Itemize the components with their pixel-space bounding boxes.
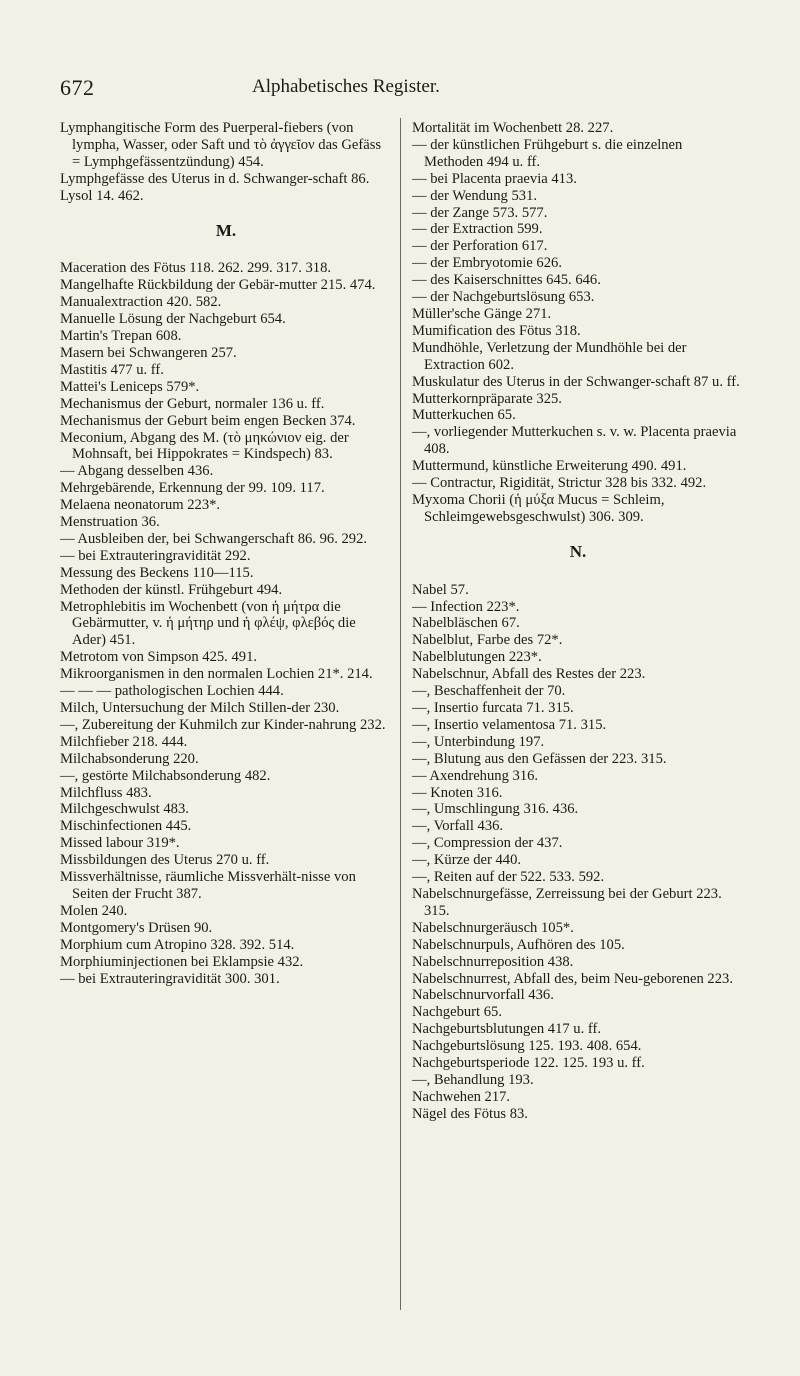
index-entry: Nabelschnurgefässe, Zerreissung bei der Geburt 223. 315.	[412, 885, 722, 919]
index-entry: — der Embryotomie 626.	[412, 255, 562, 272]
index-entry: Milchfieber 218. 444.	[60, 733, 188, 750]
index-entry: Mechanismus der Geburt beim engen Becken 374.	[60, 412, 356, 429]
index-entry: Nabelblut, Farbe des 72*.	[412, 632, 563, 649]
index-entry: Nabelschnurreposition 438.	[412, 953, 574, 970]
index-entry: Nabelschnurpuls, Aufhören des 105.	[412, 936, 625, 953]
index-entry: Mechanismus der Geburt, normaler 136 u. ff.	[60, 395, 325, 412]
index-entry: —, Reiten auf der 522. 533. 592.	[412, 869, 605, 886]
index-entry: Metrotom von Simpson 425. 491.	[60, 649, 258, 666]
index-entry: Morphiuminjectionen bei Eklampsie 432.	[60, 953, 304, 970]
index-entry: Muttermund, künstliche Erweiterung 490. 491.	[412, 458, 687, 475]
index-entry: Martin's Trepan 608.	[60, 328, 182, 345]
index-entry: —, Zubereitung der Kuhmilch zur Kinder-nahrung 232.	[60, 716, 386, 733]
column-rule	[400, 118, 401, 1310]
index-entry: —, Umschlingung 316. 436.	[412, 801, 579, 818]
index-entry: Lymphangitische Form des Puerperal-fiebers (von lympha, Wasser, oder Saft und τὸ ἀγγεῖον das Gefäss = Lymphgefässentzündung) 454.	[60, 120, 382, 170]
index-entry: Nägel des Fötus 83.	[412, 1105, 528, 1122]
index-entry: —, Kürze der 440.	[412, 852, 522, 869]
index-entry: Meconium, Abgang des M. (τὸ μηκώνιον eig. der Mohnsaft, bei Hippokrates = Kindspech) 83.	[60, 429, 349, 463]
index-entry: Missbildungen des Uterus 270 u. ff.	[60, 852, 270, 869]
index-entry: — der Extraction 599.	[412, 221, 543, 238]
index-entry: Mattei's Leniceps 579*.	[60, 378, 200, 395]
index-entry: — Contractur, Rigidität, Strictur 328 bis 332. 492.	[412, 475, 707, 492]
index-entry: —, Unterbindung 197.	[412, 733, 545, 750]
index-entry: — Abgang desselben 436.	[60, 463, 214, 480]
index-entry: Müller'sche Gänge 271.	[412, 305, 552, 322]
page-number: 672	[60, 75, 95, 100]
index-entry: Missed labour 319*.	[60, 835, 180, 852]
index-entry: Nachwehen 217.	[412, 1088, 511, 1105]
index-entry: Nabelschnurvorfall 436.	[412, 987, 554, 1004]
index-entry: Nabelschnurrest, Abfall des, beim Neu-geborenen 223.	[412, 970, 733, 987]
index-entry: Mehrgebärende, Erkennung der 99. 109. 117.	[60, 480, 325, 497]
index-entry: Montgomery's Drüsen 90.	[60, 919, 213, 936]
index-entry: Mutterkornpräparate 325.	[412, 390, 562, 407]
index-entry: Mutterkuchen 65.	[412, 407, 516, 424]
index-entry: — Ausbleiben der, bei Schwangerschaft 86. 96. 292.	[60, 530, 368, 547]
index-entry: — Knoten 316.	[412, 784, 503, 801]
index-entry: Molen 240.	[60, 902, 128, 919]
index-entry: Methoden der künstl. Frühgeburt 494.	[60, 581, 283, 598]
index-entry: Nabel 57.	[412, 581, 469, 598]
index-entry: Mumification des Fötus 318.	[412, 322, 581, 339]
index-entry: Lysol 14. 462.	[60, 187, 144, 204]
index-entry: Melaena neonatorum 223*.	[60, 497, 221, 514]
section-letter-heading: M.	[215, 220, 237, 240]
index-entry: — Infection 223*.	[412, 598, 520, 615]
index-entry: —, Behandlung 193.	[412, 1071, 534, 1088]
index-entry: — der künstlichen Frühgeburt s. die einzelnen Methoden 494 u. ff.	[412, 136, 683, 170]
index-entry: Milchgeschwulst 483.	[60, 801, 189, 818]
section-letter-heading: N.	[569, 541, 587, 561]
index-entry: —, Beschaffenheit der 70.	[412, 683, 566, 700]
index-entry: Mangelhafte Rückbildung der Gebär-mutter 215. 474.	[60, 277, 376, 294]
index-entry: —, Blutung aus den Gefässen der 223. 315.	[412, 750, 667, 767]
index-entry: Nabelblutungen 223*.	[412, 649, 542, 666]
index-entry: Mortalität im Wochenbett 28. 227.	[412, 120, 614, 136]
index-entry: —, Insertio furcata 71. 315.	[412, 700, 574, 716]
index-entry: Mischinfectionen 445.	[60, 818, 192, 835]
index-entry: Nabelschnurgeräusch 105*.	[412, 919, 574, 936]
index-entry: Nachgeburtsperiode 122. 125. 193 u. ff.	[412, 1055, 645, 1072]
index-entry: — der Zange 573. 577.	[412, 204, 548, 221]
index-entry: Milchfluss 483.	[60, 784, 152, 801]
index-entry: Milch, Untersuchung der Milch Stillen-der 230.	[60, 700, 340, 716]
index-entry: —, vorliegender Mutterkuchen s. v. w. Placenta praevia 408.	[412, 424, 737, 458]
index-entry: Messung des Beckens 110—115.	[60, 564, 254, 581]
index-entry: Manualextraction 420. 582.	[60, 294, 222, 311]
index-entry: — Axendrehung 316.	[412, 767, 539, 784]
index-column-left	[60, 120, 392, 987]
index-entry: Nachgeburt 65.	[412, 1004, 502, 1021]
index-entry: Myxoma Chorii (ἡ μύξα Mucus = Schleim, Schleimgewebsgeschwulst) 306. 309.	[412, 491, 665, 525]
index-entry: — der Nachgeburtslösung 653.	[412, 289, 595, 306]
index-entry: Metrophlebitis im Wochenbett (von ἡ μήτρα die Gebärmutter, v. ἡ μήτηρ und ἡ φλέψ, φλεβός die Ader) 451.	[60, 598, 356, 649]
index-entry: — bei Placenta praevia 413.	[412, 170, 577, 187]
index-column-right	[412, 120, 744, 1123]
index-entry: Menstruation 36.	[60, 514, 160, 531]
index-entry: Nabelschnur, Abfall des Restes der 223.	[412, 666, 646, 683]
index-entry: Nabelbläschen 67.	[412, 615, 520, 632]
index-entry: Muskulatur des Uterus in der Schwanger-schaft 87 u. ff.	[412, 373, 740, 390]
index-entry: Maceration des Fötus 118. 262. 299. 317. 318.	[60, 260, 332, 277]
index-entry: — des Kaiserschnittes 645. 646.	[412, 272, 601, 289]
index-entry: —, Vorfall 436.	[412, 818, 504, 835]
index-entry: —, gestörte Milchabsonderung 482.	[60, 767, 271, 784]
index-entry: Lymphgefässe des Uterus in d. Schwanger-schaft 86.	[60, 170, 370, 187]
index-entry: — bei Extrauteringravidität 292.	[60, 547, 251, 564]
index-entry: — — — pathologischen Lochien 444.	[60, 683, 284, 700]
index-entry: Nachgeburtsblutungen 417 u. ff.	[412, 1021, 602, 1038]
index-entry: Missverhältnisse, räumliche Missverhält-nisse von Seiten der Frucht 387.	[60, 869, 356, 902]
index-entry: Manuelle Lösung der Nachgeburt 654.	[60, 311, 286, 328]
index-entry: Mikroorganismen in den normalen Lochien 21*. 214.	[60, 666, 373, 683]
running-head: Alphabetisches Register.	[252, 76, 440, 97]
index-entry: —, Compression der 437.	[412, 835, 563, 852]
index-entry: Mundhöhle, Verletzung der Mundhöhle bei der Extraction 602.	[412, 339, 687, 373]
index-entry: Nachgeburtslösung 125. 193. 408. 654.	[412, 1038, 642, 1055]
index-entry: Mastitis 477 u. ff.	[60, 361, 164, 378]
index-entry: Milchabsonderung 220.	[60, 750, 199, 767]
index-entry: — der Wendung 531.	[412, 187, 538, 204]
index-entry: — bei Extrauteringravidität 300. 301.	[60, 970, 280, 987]
index-entry: — der Perforation 617.	[412, 238, 548, 255]
index-entry: —, Insertio velamentosa 71. 315.	[412, 716, 607, 733]
index-entry: Masern bei Schwangeren 257.	[60, 344, 237, 361]
index-entry: Morphium cum Atropino 328. 392. 514.	[60, 936, 295, 953]
